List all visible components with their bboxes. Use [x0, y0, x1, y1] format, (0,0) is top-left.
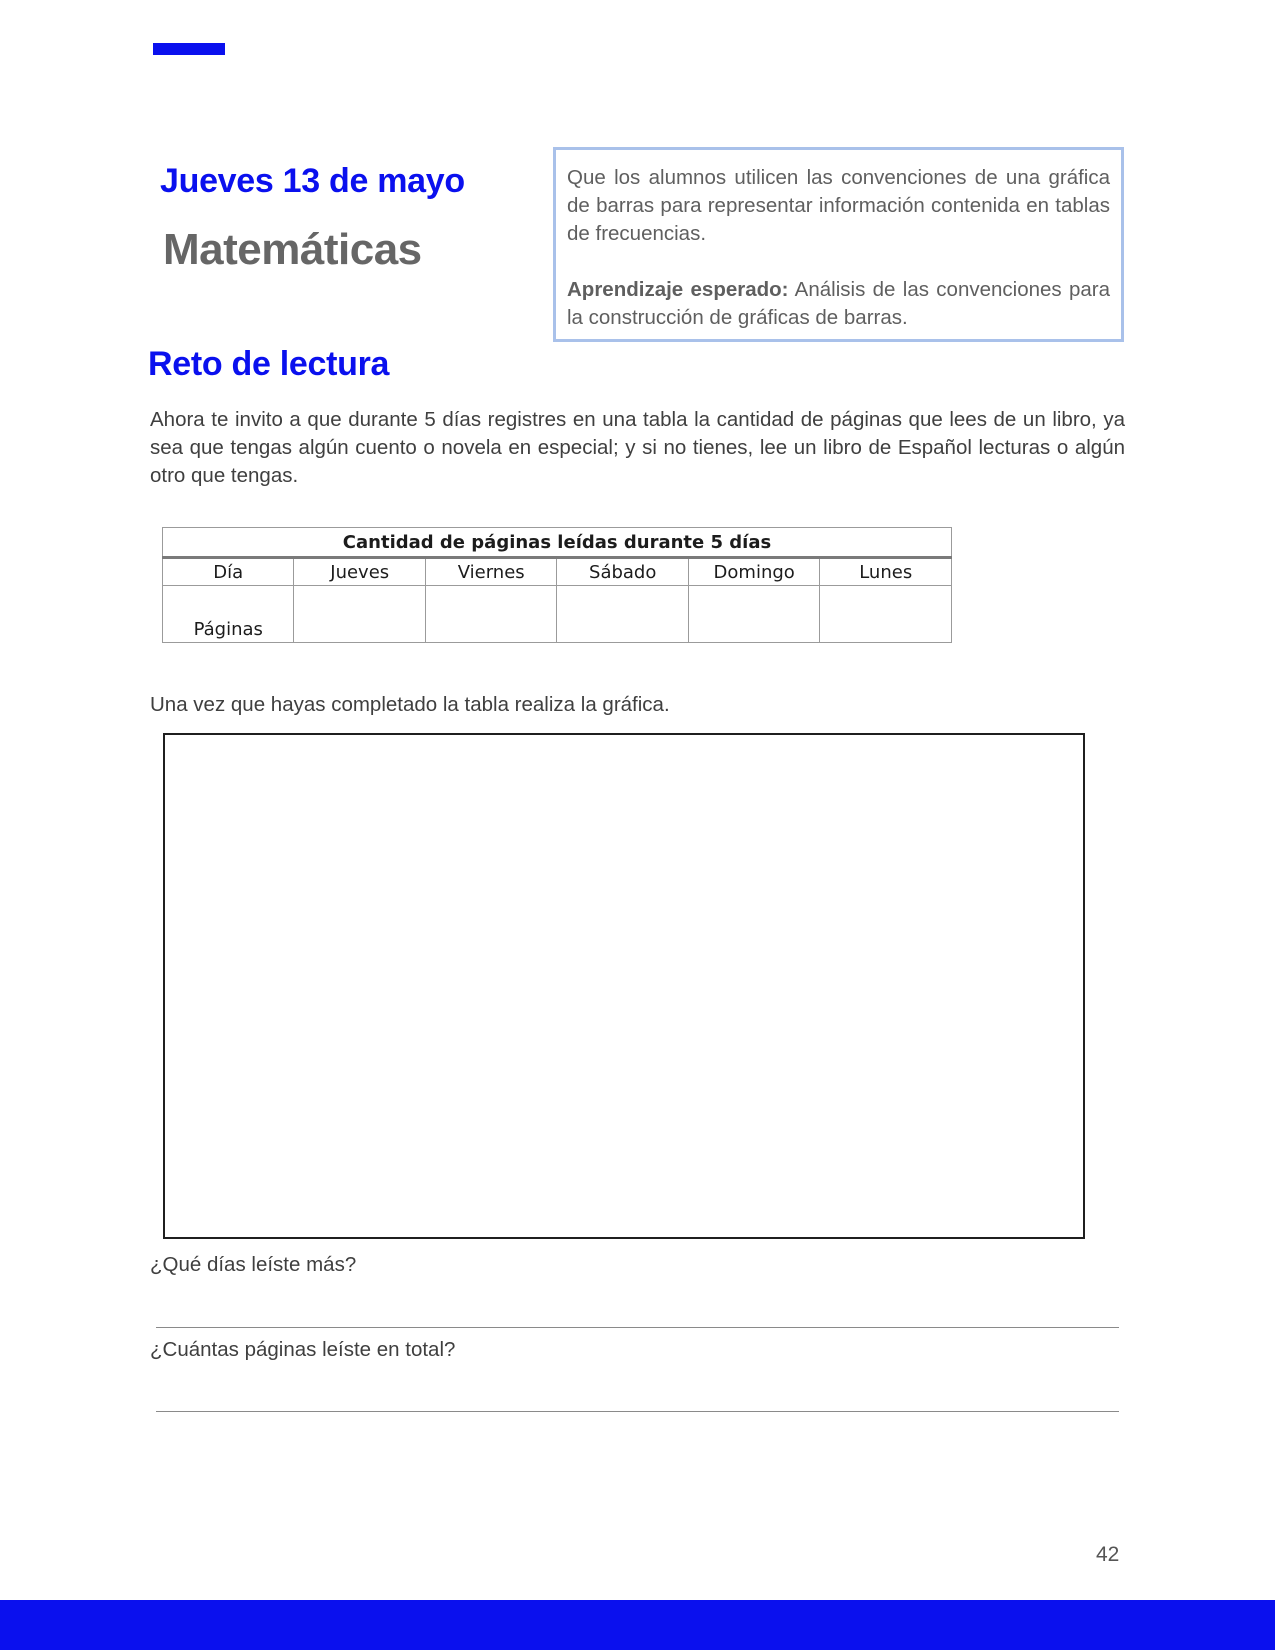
- learning-objective-box: [553, 147, 1124, 342]
- expected-learning: [567, 276, 1110, 332]
- bottom-accent-bar: [0, 1600, 1275, 1650]
- table-day-friday: Viernes: [425, 558, 556, 586]
- table-day-label: Día: [163, 558, 294, 586]
- table-day-monday: Lunes: [820, 558, 952, 586]
- answer-line-1[interactable]: [156, 1327, 1119, 1328]
- table-pages-row: [163, 586, 952, 643]
- question-most-read-days: ¿Qué días leíste más?: [150, 1253, 357, 1276]
- table-title: Cantidad de páginas leídas durante 5 días: [163, 528, 952, 558]
- pages-cell-monday[interactable]: [820, 586, 952, 643]
- objective-purpose: Que los alumnos utilicen las convenciones de una gráfica de barras para representar información contenida en tablas de frecuencias.: [567, 166, 1110, 245]
- pages-cell-thursday[interactable]: [294, 586, 425, 643]
- table-day-thursday: Jueves: [294, 558, 425, 586]
- pages-cell-saturday[interactable]: [557, 586, 688, 643]
- graph-drawing-area[interactable]: [163, 733, 1085, 1239]
- section-title: Reto de lectura: [148, 345, 390, 383]
- date-heading: Jueves 13 de mayo: [160, 162, 465, 200]
- table-day-saturday: Sábado: [557, 558, 688, 586]
- pages-cell-friday[interactable]: [425, 586, 556, 643]
- top-accent-bar: [153, 43, 225, 55]
- reading-log-table: [162, 527, 952, 643]
- pages-cell-sunday[interactable]: [688, 586, 819, 643]
- intro-paragraph: Ahora te invito a que durante 5 días registres en una tabla la cantidad de páginas que lees de un libro, ya sea que tengas algún cuento o novela en especial; y si no tienes, lee un libro de Español lecturas o algún otro que tengas.: [150, 408, 1125, 487]
- table-day-sunday: Domingo: [688, 558, 819, 586]
- expected-learning-label: Aprendizaje esperado:: [567, 278, 789, 301]
- page-number: 42: [1096, 1543, 1120, 1566]
- table-header-row: [163, 558, 952, 586]
- expected-learning-text: Análisis de las convenciones para la construcción de gráficas de barras.: [567, 278, 1110, 329]
- subject-title: Matemáticas: [163, 225, 422, 274]
- graph-instruction: Una vez que hayas completado la tabla realiza la gráfica.: [150, 693, 670, 716]
- question-total-pages: ¿Cuántas páginas leíste en total?: [150, 1338, 456, 1361]
- answer-line-2[interactable]: [156, 1411, 1119, 1412]
- table-pages-label: Páginas: [163, 586, 294, 643]
